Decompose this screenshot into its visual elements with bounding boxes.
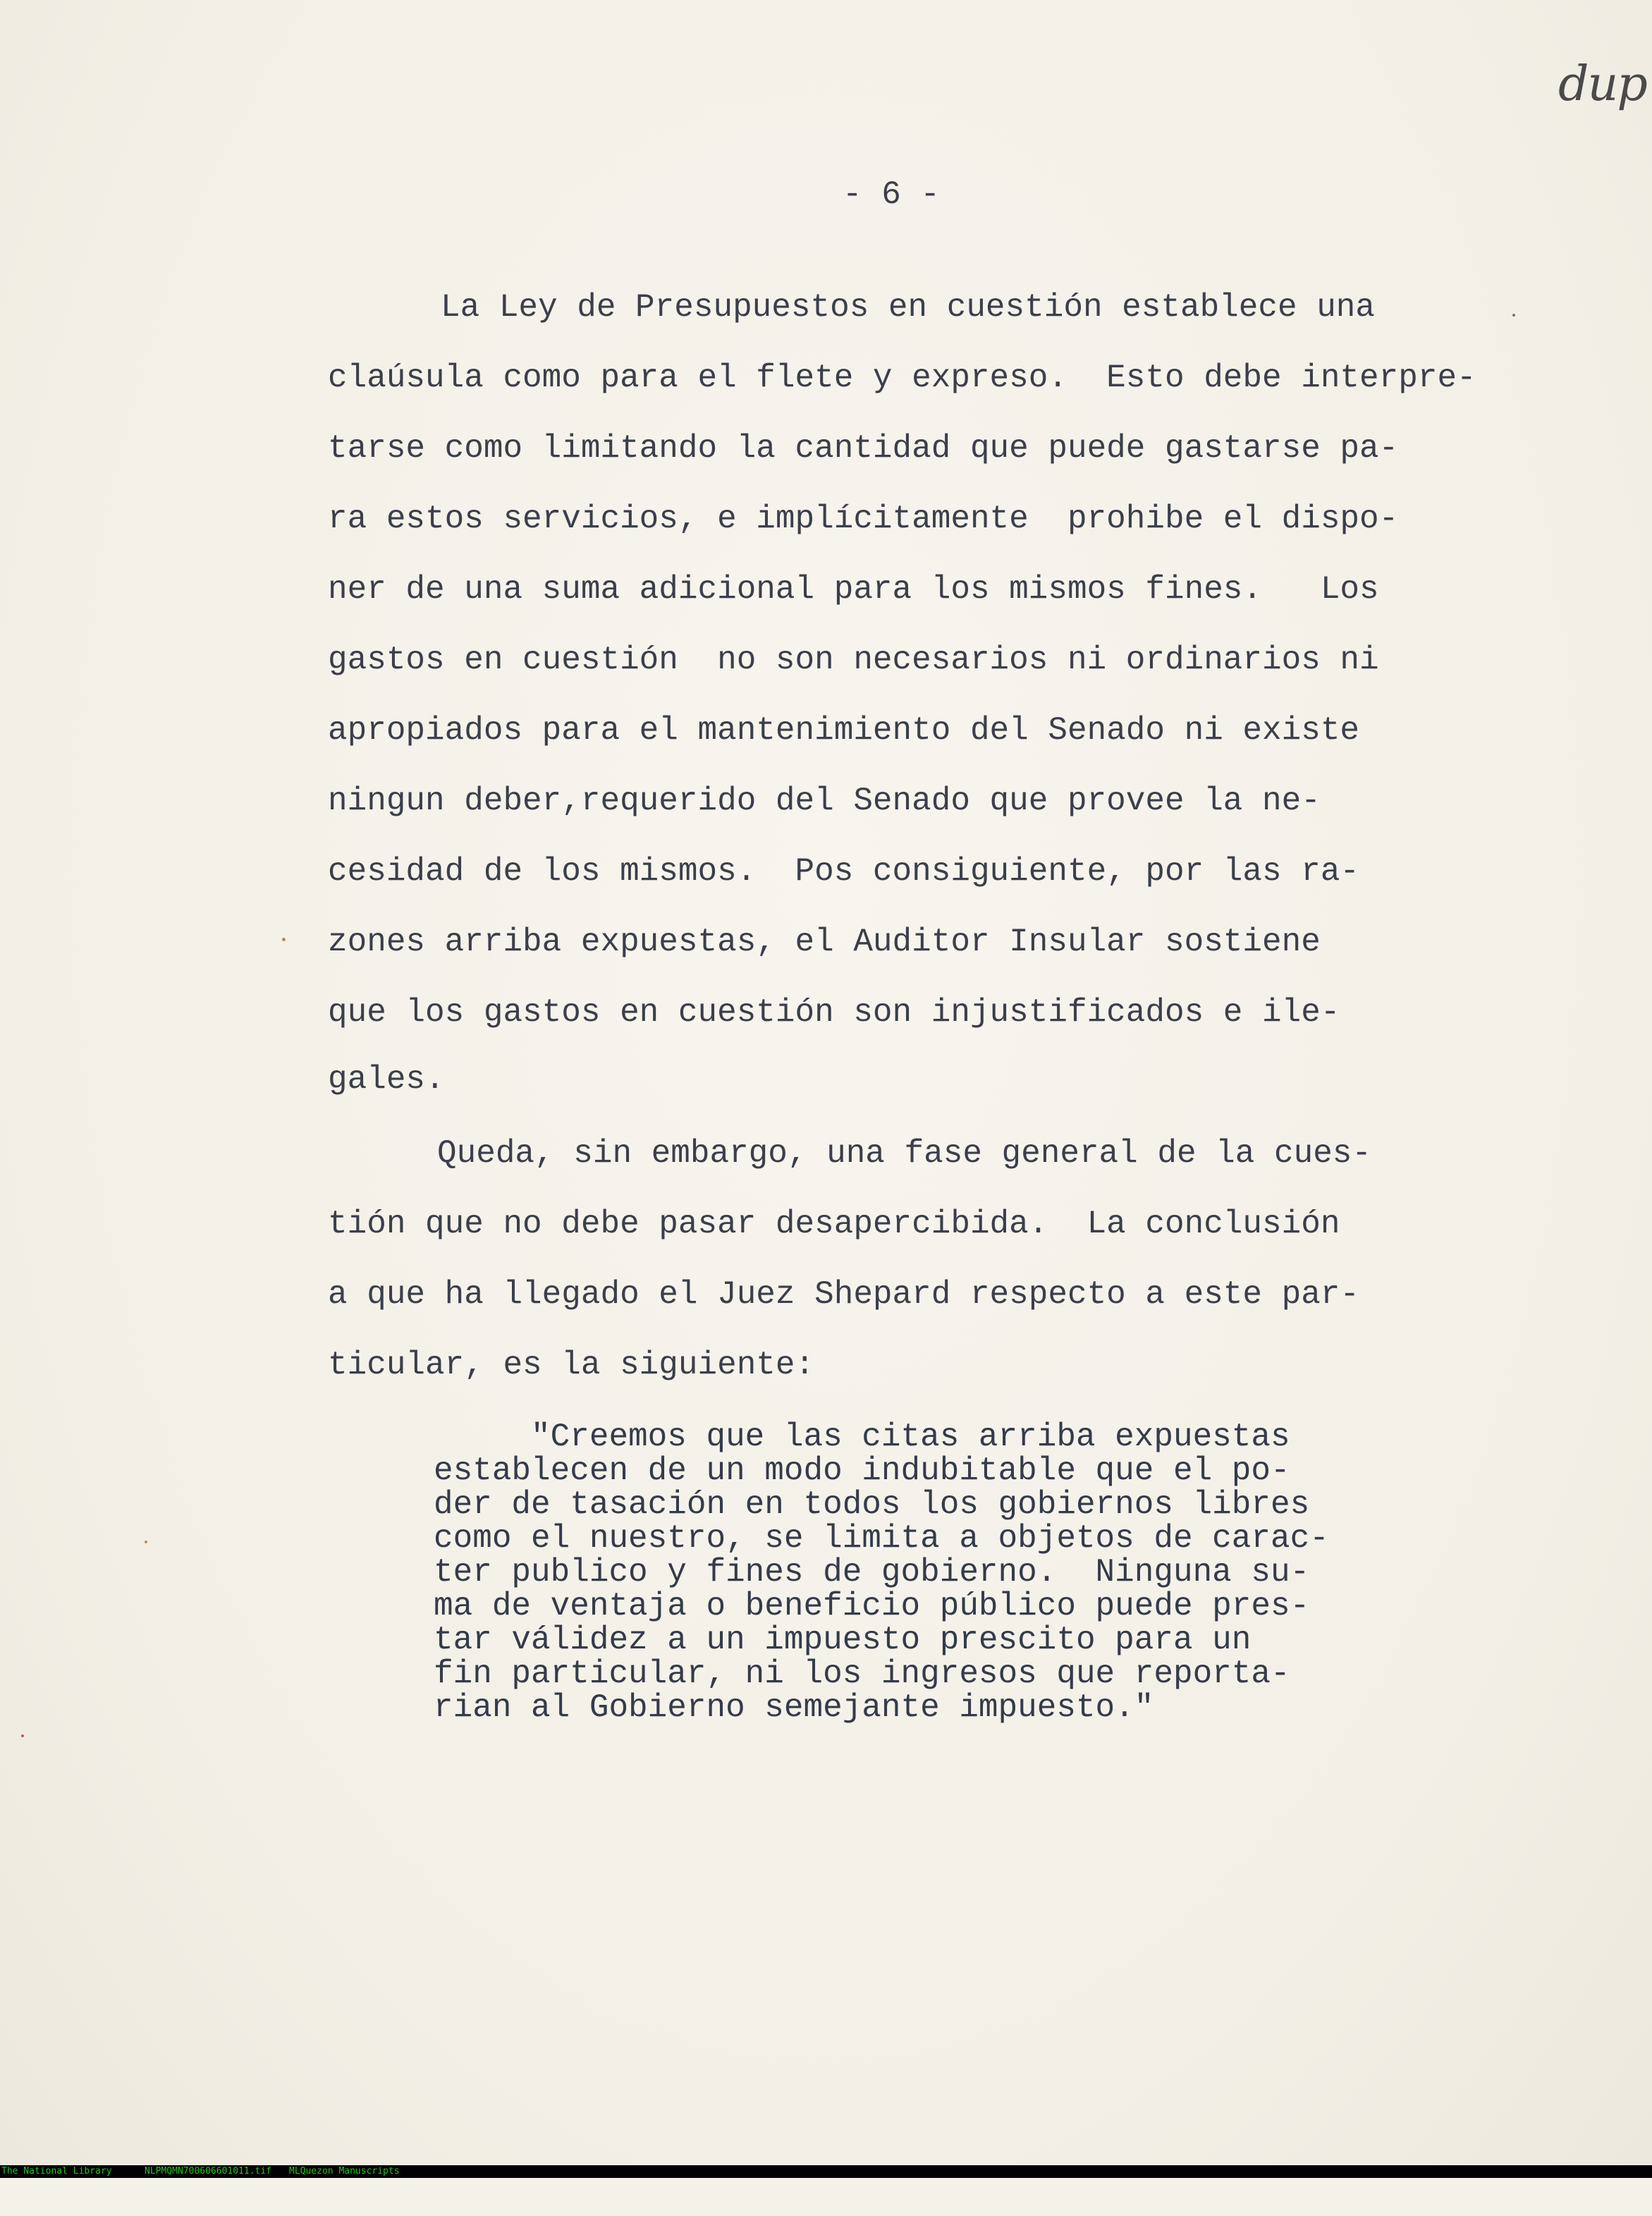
paragraph-line: gastos en cuestión no son necesarios ni ordinarios ni: [328, 642, 1379, 678]
paragraph-line: Queda, sin embargo, una fase general de la cues-: [437, 1135, 1372, 1172]
paragraph-line: gales.: [328, 1061, 445, 1098]
paragraph-line: que los gastos en cuestión son injustificados e ile-: [328, 994, 1340, 1031]
quote-line: ter publico y fines de gobierno. Ninguna su-: [434, 1554, 1310, 1591]
paragraph-line: ra estos servicios, e implícitamente prohibe el dispo-: [328, 501, 1399, 537]
paragraph-line: zones arriba expuestas, el Auditor Insular sostiene: [328, 924, 1321, 960]
quote-line: establecen de un modo indubitable que el po-: [434, 1452, 1290, 1489]
paragraph-line: ticular, es la siguiente:: [328, 1347, 815, 1383]
scan-footer-bar: [0, 2165, 1652, 2178]
handwritten-note: dup: [1558, 56, 1646, 112]
quote-line: "Creemos que las citas arriba expuestas: [434, 1419, 1290, 1455]
page-number: - 6 -: [843, 176, 941, 213]
paragraph-line: ningun deber,requerido del Senado que provee la ne-: [328, 783, 1321, 819]
paragraph-line: tarse como limitando la cantidad que puede gastarse pa-: [328, 430, 1399, 467]
paragraph-line: tión que no debe pasar desapercibida. La conclusión: [328, 1206, 1340, 1242]
quote-line: como el nuestro, se limita a objetos de carac-: [434, 1520, 1329, 1557]
paper-speck: [21, 1734, 24, 1737]
paper-speck: [1512, 314, 1515, 317]
paragraph-line: apropiados para el mantenimiento del Senado ni existe: [328, 712, 1360, 749]
footer-collection: MLQuezon Manuscripts: [289, 2166, 400, 2177]
paragraph-line: a que ha llegado el Juez Shepard respecto a este par-: [328, 1276, 1360, 1313]
footer-library: The National Library: [1, 2166, 112, 2177]
paragraph-line: La Ley de Presupuestos en cuestión establece una: [441, 289, 1376, 326]
paper-speck: [282, 938, 286, 941]
paper-speck: [145, 1541, 147, 1543]
paragraph-line: claúsula como para el flete y expreso. Esto debe interpre-: [328, 360, 1476, 396]
quote-line: tar válidez a un impuesto prescito para un: [434, 1622, 1252, 1658]
quote-line: rian al Gobierno semejante impuesto.": [434, 1689, 1154, 1726]
paragraph-line: cesidad de los mismos. Pos consiguiente, por las ra-: [328, 853, 1360, 890]
quote-line: fin particular, ni los ingresos que reporta-: [434, 1655, 1290, 1692]
quote-line: ma de ventaja o beneficio público puede pres-: [434, 1588, 1310, 1624]
quote-line: der de tasación en todos los gobiernos libres: [434, 1486, 1310, 1523]
footer-file: NLPMQMN700606601011.tif: [145, 2166, 272, 2177]
paragraph-line: ner de una suma adicional para los mismos fines. Los: [328, 571, 1379, 608]
